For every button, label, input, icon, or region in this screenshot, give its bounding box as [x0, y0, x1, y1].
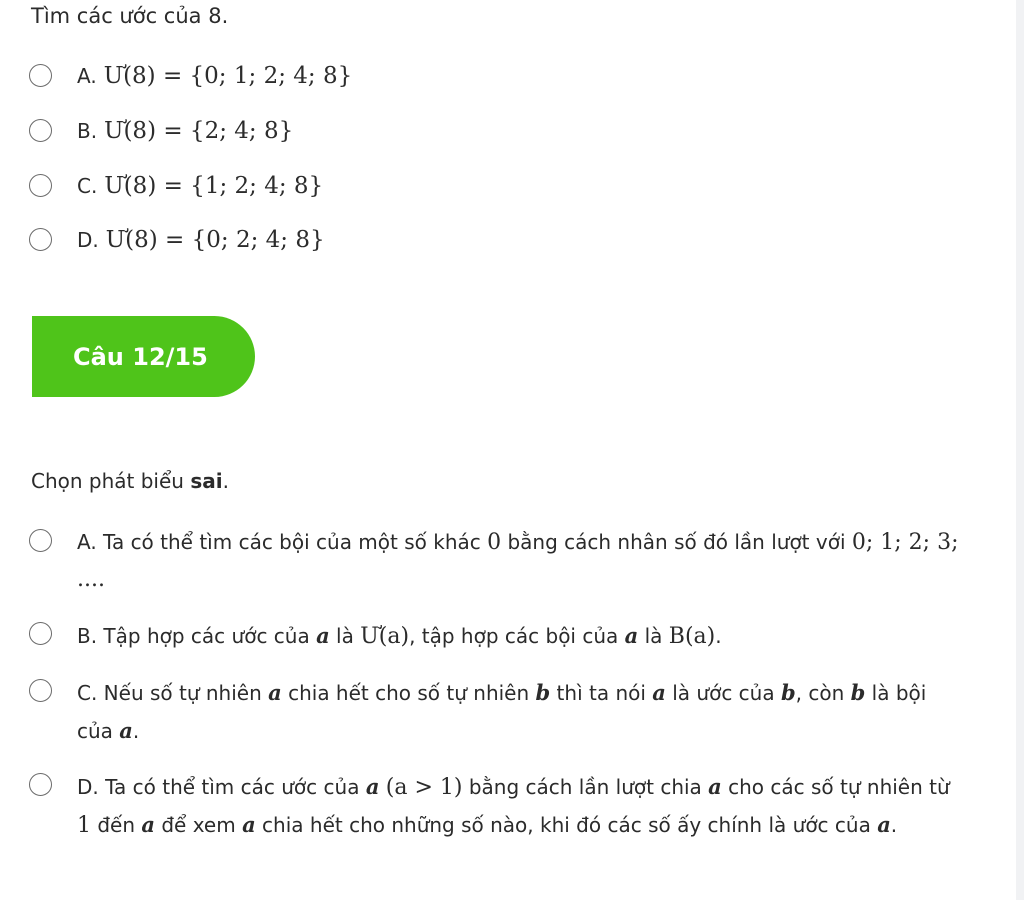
question-1-option-d[interactable] [29, 226, 325, 255]
radio-button[interactable] [29, 64, 52, 87]
option-text: D. Ta có thể tìm các ước của a (a > 1) bằng cách lần lượt chia a cho các số tự nhiên từ 1 đến a để xem a chia hết cho những số nào, khi đó các số ấy chính là ước của a. [77, 774, 950, 838]
question-1-prompt: Tìm các ước của 8. [31, 4, 229, 28]
radio-button[interactable] [29, 622, 52, 645]
question-2-option-c[interactable] [29, 674, 962, 750]
option-text: C. Ư(8) = {1; 2; 4; 8} [77, 173, 324, 199]
option-text: D. Ư(8) = {0; 2; 4; 8} [77, 227, 325, 253]
option-text: C. Nếu số tự nhiên a chia hết cho số tự nhiên b thì ta nói a là ước của b, còn b là bội của a. [77, 680, 927, 743]
option-text: B. Tập hợp các ước của a là Ư(a), tập hợp các bội của a là B(a). [77, 623, 722, 649]
radio-button[interactable] [29, 679, 52, 702]
question-1-option-a[interactable] [29, 62, 352, 91]
option-text: A. Ta có thể tìm các bội của một số khác 0 bằng cách nhân số đó lần lượt với 0; 1; 2; 3; .... [77, 530, 959, 592]
question-counter-label: Câu 12/15 [73, 342, 208, 371]
radio-button[interactable] [29, 119, 52, 142]
option-text: A. Ư(8) = {0; 1; 2; 4; 8} [77, 63, 353, 89]
radio-button[interactable] [29, 529, 52, 552]
radio-button[interactable] [29, 773, 52, 796]
question-2-option-a[interactable] [29, 524, 962, 598]
radio-button[interactable] [29, 228, 52, 251]
option-text: B. Ư(8) = {2; 4; 8} [77, 118, 294, 144]
question-2-option-b[interactable] [29, 617, 962, 655]
question-1-option-b[interactable] [29, 117, 293, 146]
question-2-option-d[interactable] [29, 768, 962, 844]
radio-button[interactable] [29, 174, 52, 197]
question-2-prompt: Chọn phát biểu sai. [31, 469, 229, 493]
question-1-option-c[interactable] [29, 172, 323, 201]
question-counter-badge [32, 316, 255, 397]
scrollbar-track[interactable] [1016, 0, 1024, 900]
